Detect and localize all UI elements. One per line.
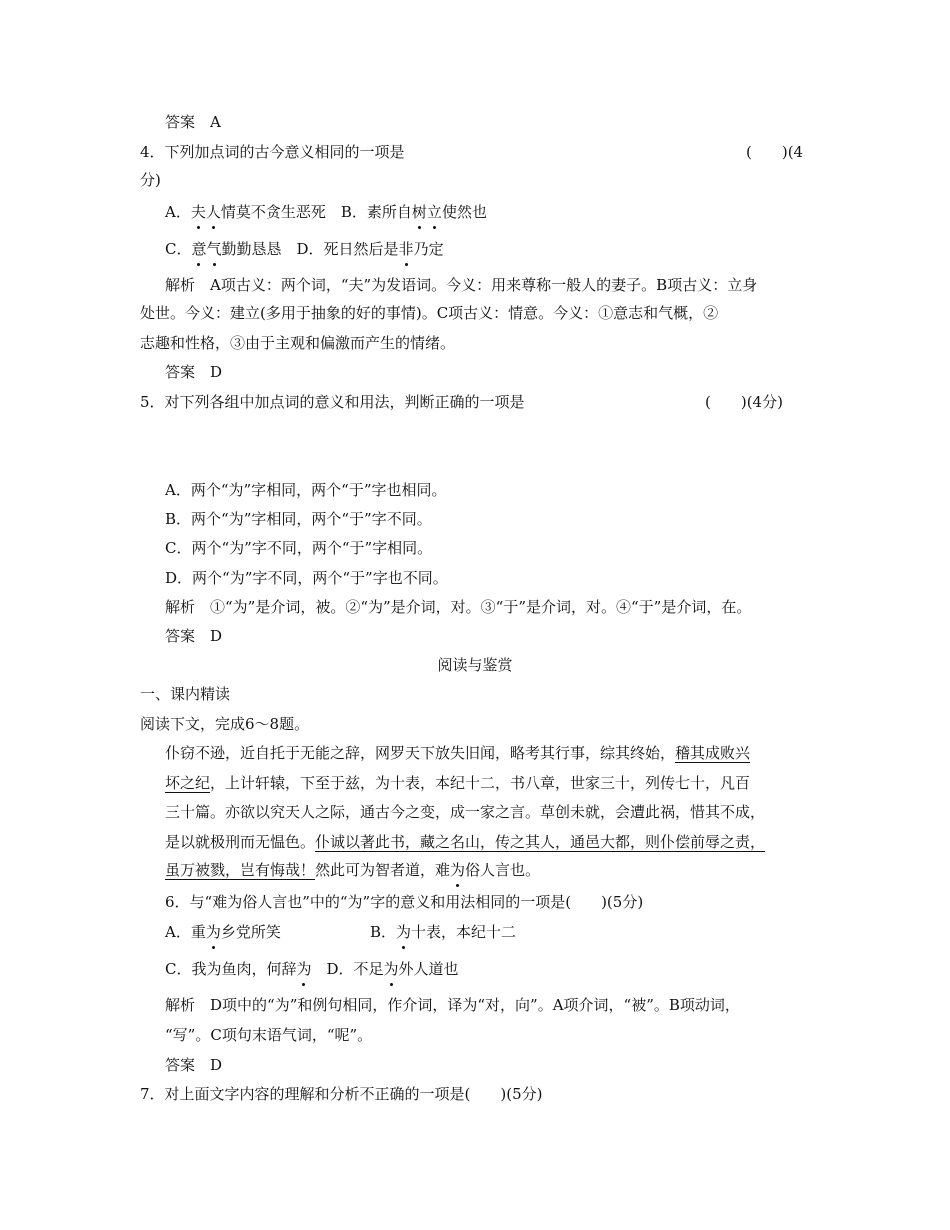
dotted-char: 为 bbox=[450, 861, 466, 879]
option-text: 十表，本纪十二 bbox=[411, 923, 517, 941]
question-5-option-a: A．两个“为”字相同，两个“于”字也相同。 bbox=[165, 481, 447, 499]
passage-text: 仆窃不逊，近自托于无能之辞，网罗天下放失旧闻，略考其行事，综其终始， bbox=[165, 744, 676, 762]
option-text: B． bbox=[370, 923, 397, 941]
question-4-options-ab bbox=[165, 201, 487, 223]
answer-6: 答案 D bbox=[165, 1056, 223, 1074]
dotted-char: 立 bbox=[426, 203, 442, 221]
passage-line2 bbox=[165, 772, 750, 794]
dotted-char: 气 bbox=[206, 240, 222, 258]
option-text: 情莫不贪生恶死 B．素所自 bbox=[220, 203, 412, 221]
passage-line1 bbox=[165, 742, 750, 764]
question-5: 5．对下列各组中加点词的意义和用法，判断正确的一项是 bbox=[140, 393, 525, 411]
dotted-char: 意 bbox=[191, 240, 207, 258]
underlined-text: 虽万被戮，岂有悔哉！ bbox=[165, 861, 316, 879]
option-text: 乡党所笑 bbox=[220, 923, 281, 941]
question-5-option-c: C．两个“为”字不同，两个“于”字相同。 bbox=[165, 539, 433, 557]
option-text: D．不足 bbox=[311, 960, 384, 978]
option-text: 外人道也 bbox=[398, 960, 459, 978]
passage-text: ，上计轩辕，下至于兹，为十表，本纪十二，书八章，世家三十，列传七十，凡百 bbox=[210, 774, 751, 792]
option-text: 乃定 bbox=[413, 240, 444, 258]
question-4-score: ( )(4 bbox=[746, 143, 804, 161]
dotted-char: 为 bbox=[383, 960, 399, 978]
passage-text: 是以就极刑而无愠色。 bbox=[165, 833, 316, 851]
question-4-options-cd bbox=[165, 238, 444, 260]
answer-label: 答案 A bbox=[165, 113, 221, 131]
dotted-char: 非 bbox=[398, 240, 414, 258]
option-text: C．我为鱼肉，何辞 bbox=[165, 960, 297, 978]
question-5-score: ( )(4分) bbox=[705, 393, 783, 411]
underlined-text: 仆诚以著此书，藏之名山，传之其人，通邑大都，则仆偿前辱之责， bbox=[315, 833, 766, 851]
question-4: 4．下列加点词的古今意义相同的一项是 bbox=[140, 143, 405, 161]
question-5-option-d: D．两个“为”字不同，两个“于”字也不同。 bbox=[165, 569, 448, 587]
question-6-option-b bbox=[370, 921, 516, 943]
explanation-4-line1: 解析 A项古义：两个词，“夫”为发语词。今义：用来尊称一般人的妻子。B项古义：立身 bbox=[165, 276, 758, 294]
question-5-option-b: B．两个“为”字相同，两个“于”字不同。 bbox=[165, 510, 432, 528]
passage-line4 bbox=[165, 831, 765, 853]
passage-text: 俗人言也。 bbox=[465, 861, 541, 879]
part-heading: 一、课内精读 bbox=[140, 685, 231, 703]
answer-5: 答案 D bbox=[165, 627, 223, 645]
option-prefix: C． bbox=[165, 240, 192, 258]
passage-line5 bbox=[165, 859, 540, 881]
dotted-char: 人 bbox=[205, 203, 221, 221]
question-4-score-cont: 分) bbox=[140, 171, 161, 189]
underlined-text: 稽其成败兴 bbox=[675, 744, 751, 762]
question-6-option-a bbox=[165, 921, 281, 943]
question-7: 7．对上面文字内容的理解和分析不正确的一项是( )(5分) bbox=[140, 1085, 543, 1103]
dotted-char: 树 bbox=[411, 203, 427, 221]
option-text: 勤勤恳恳 D．死日然后是 bbox=[221, 240, 399, 258]
question-6-options-cd bbox=[165, 958, 459, 980]
option-text: 使然也 bbox=[441, 203, 487, 221]
dotted-char: 为 bbox=[205, 923, 221, 941]
explanation-4-line2: 处世。今义：建立(多用于抽象的好的事情)。C项古义：情意。今义：①意志和气概，② bbox=[140, 304, 719, 322]
instruction: 阅读下文，完成6～8题。 bbox=[140, 715, 310, 733]
option-text: A．重 bbox=[165, 923, 206, 941]
option-prefix: A． bbox=[165, 203, 191, 221]
question-6: 6．与“难为俗人言也”中的“为”字的意义和用法相同的一项是( )(5分) bbox=[165, 893, 644, 911]
explanation-6-line2: “写”。C项句末语气词，“呢”。 bbox=[165, 1026, 373, 1044]
passage-line3: 三十篇。亦欲以究天人之际，通古今之变，成一家之言。草创未就，会遭此祸，惜其不成， bbox=[165, 803, 766, 821]
answer-4: 答案 D bbox=[165, 363, 223, 381]
explanation-6-line1: 解析 D项中的“为”和例句相同，作介词，译为“对，向”。A项介词，“被”。B项动词， bbox=[165, 996, 740, 1014]
explanation-5: 解析 ①“为”是介词，被。②“为”是介词，对。③“于”是介词，对。④“于”是介词，在。 bbox=[165, 598, 752, 616]
underlined-text: 坏之纪 bbox=[165, 774, 211, 792]
dotted-char: 为 bbox=[396, 923, 412, 941]
dotted-char: 夫 bbox=[190, 203, 206, 221]
section-title: 阅读与鉴赏 bbox=[437, 656, 513, 674]
passage-text: 然此可为智者道，难 bbox=[315, 861, 451, 879]
explanation-4-line3: 志趣和性格，③由于主观和偏激而产生的情绪。 bbox=[140, 334, 456, 352]
dotted-char: 为 bbox=[296, 960, 312, 978]
